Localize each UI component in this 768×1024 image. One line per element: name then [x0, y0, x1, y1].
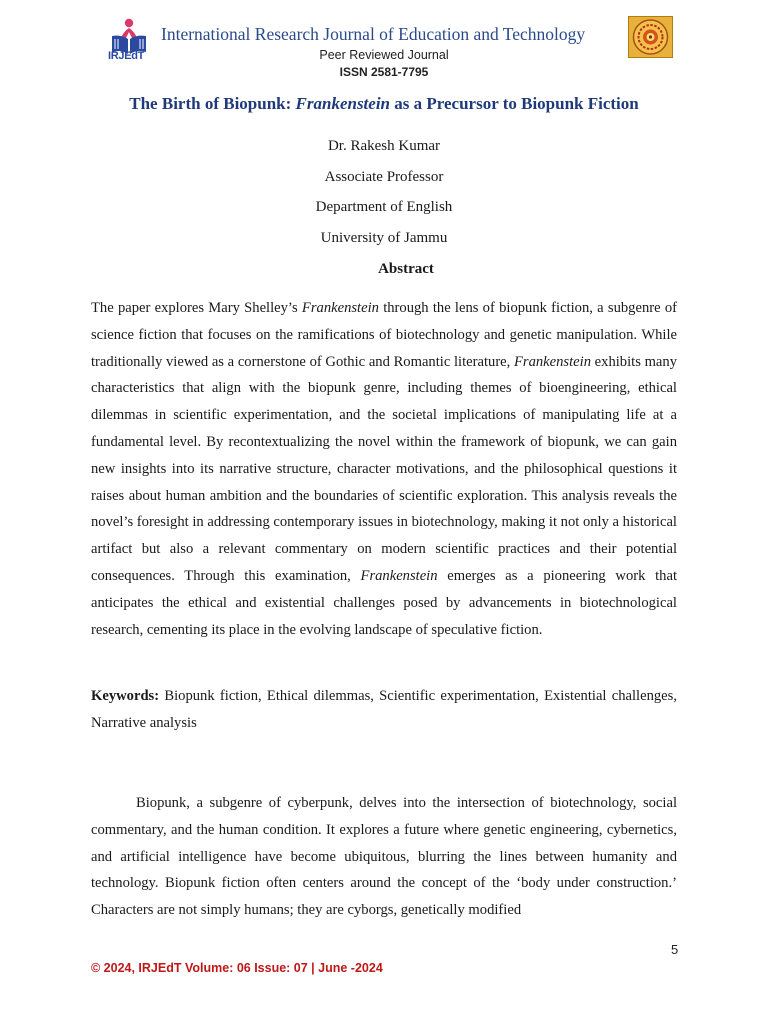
keywords-paragraph [91, 683, 677, 737]
journal-logo-text: IRJEdT [108, 50, 145, 62]
page-number: 5 [671, 942, 679, 957]
abstract-text-4: emerges as a pioneering work that anticipates the ethical and existential challenges posed by advancements in biotechnological research, cementing its place in the evolving landscape of speculative fiction. [91, 567, 677, 638]
abstract-text-1: The paper explores Mary Shelley’s [91, 300, 302, 316]
issn-label: ISSN 2581-7795 [339, 65, 429, 79]
journal-header [0, 0, 768, 90]
author-position: Associate Professor [324, 169, 444, 185]
author-department: Department of English [315, 199, 453, 215]
mandala-seal-icon [628, 16, 673, 58]
abstract-paragraph [91, 295, 677, 643]
abstract-heading: Abstract [378, 261, 434, 277]
footer-citation: © 2024, IRJEdT Volume: 06 Issue: 07 | June -2024 [91, 961, 383, 975]
abstract-italic-2: Frankenstein [513, 353, 591, 370]
author-name: Dr. Rakesh Kumar [327, 138, 441, 154]
title-italic-frankenstein: Frankenstein [295, 94, 391, 113]
keywords-list: Biopunk fiction, Ethical dilemmas, Scientific experimentation, Existential challenges, Narrative analysis [91, 688, 677, 731]
journal-title: International Research Journal of Education and Technology [161, 24, 586, 44]
body-paragraph: Biopunk, a subgenre of cyberpunk, delves into the intersection of biotechnology, social commentary, and the human condition. It explores a future where genetic engineering, cybernetics, and artificial intelligence have become ubiquitous, blurring the lines between humanity and technology. Biopunk fiction often centers around the concept of the ‘body under construction.’ Characters are not simply humans; they are cyborgs, genetically modified [91, 795, 677, 919]
abstract-text-3: exhibits many characteristics that align with the biopunk genre, including themes of bioengineering, ethical dilemmas in scientific experimentation, and the societal implications of manipulating life at a fundamental level. By recontextualizing the novel within the framework of biopunk, we can gain new insights into its narrative structure, character motivations, and the philosophical questions it raises about human ambition and the boundaries of scientific exploration. This analysis reveals the novel’s foresight in addressing contemporary issues in biotechnology, making it not only a historical artifact but also a relevant commentary on modern scientific practices and their potential consequences. Through this examination, [91, 353, 677, 584]
abstract-italic-3: Frankenstein [360, 567, 438, 584]
abstract-italic-1: Frankenstein [301, 300, 379, 316]
title-text-end: as a Precursor to Biopunk Fiction [390, 94, 639, 113]
paper-title [0, 94, 768, 114]
author-university: University of Jammu [320, 230, 448, 246]
keywords-label: Keywords: [91, 688, 160, 704]
abstract-text-2: through the lens of biopunk fiction, a subgenre of science fiction that focuses on the ramifications of biotechnology and genetic manipulation. While traditionally viewed as a cornerstone of Gothic and Romantic literature, [91, 300, 677, 370]
title-text-start: The Birth of Biopunk: [129, 94, 296, 113]
peer-reviewed-label: Peer Reviewed Journal [319, 48, 449, 62]
